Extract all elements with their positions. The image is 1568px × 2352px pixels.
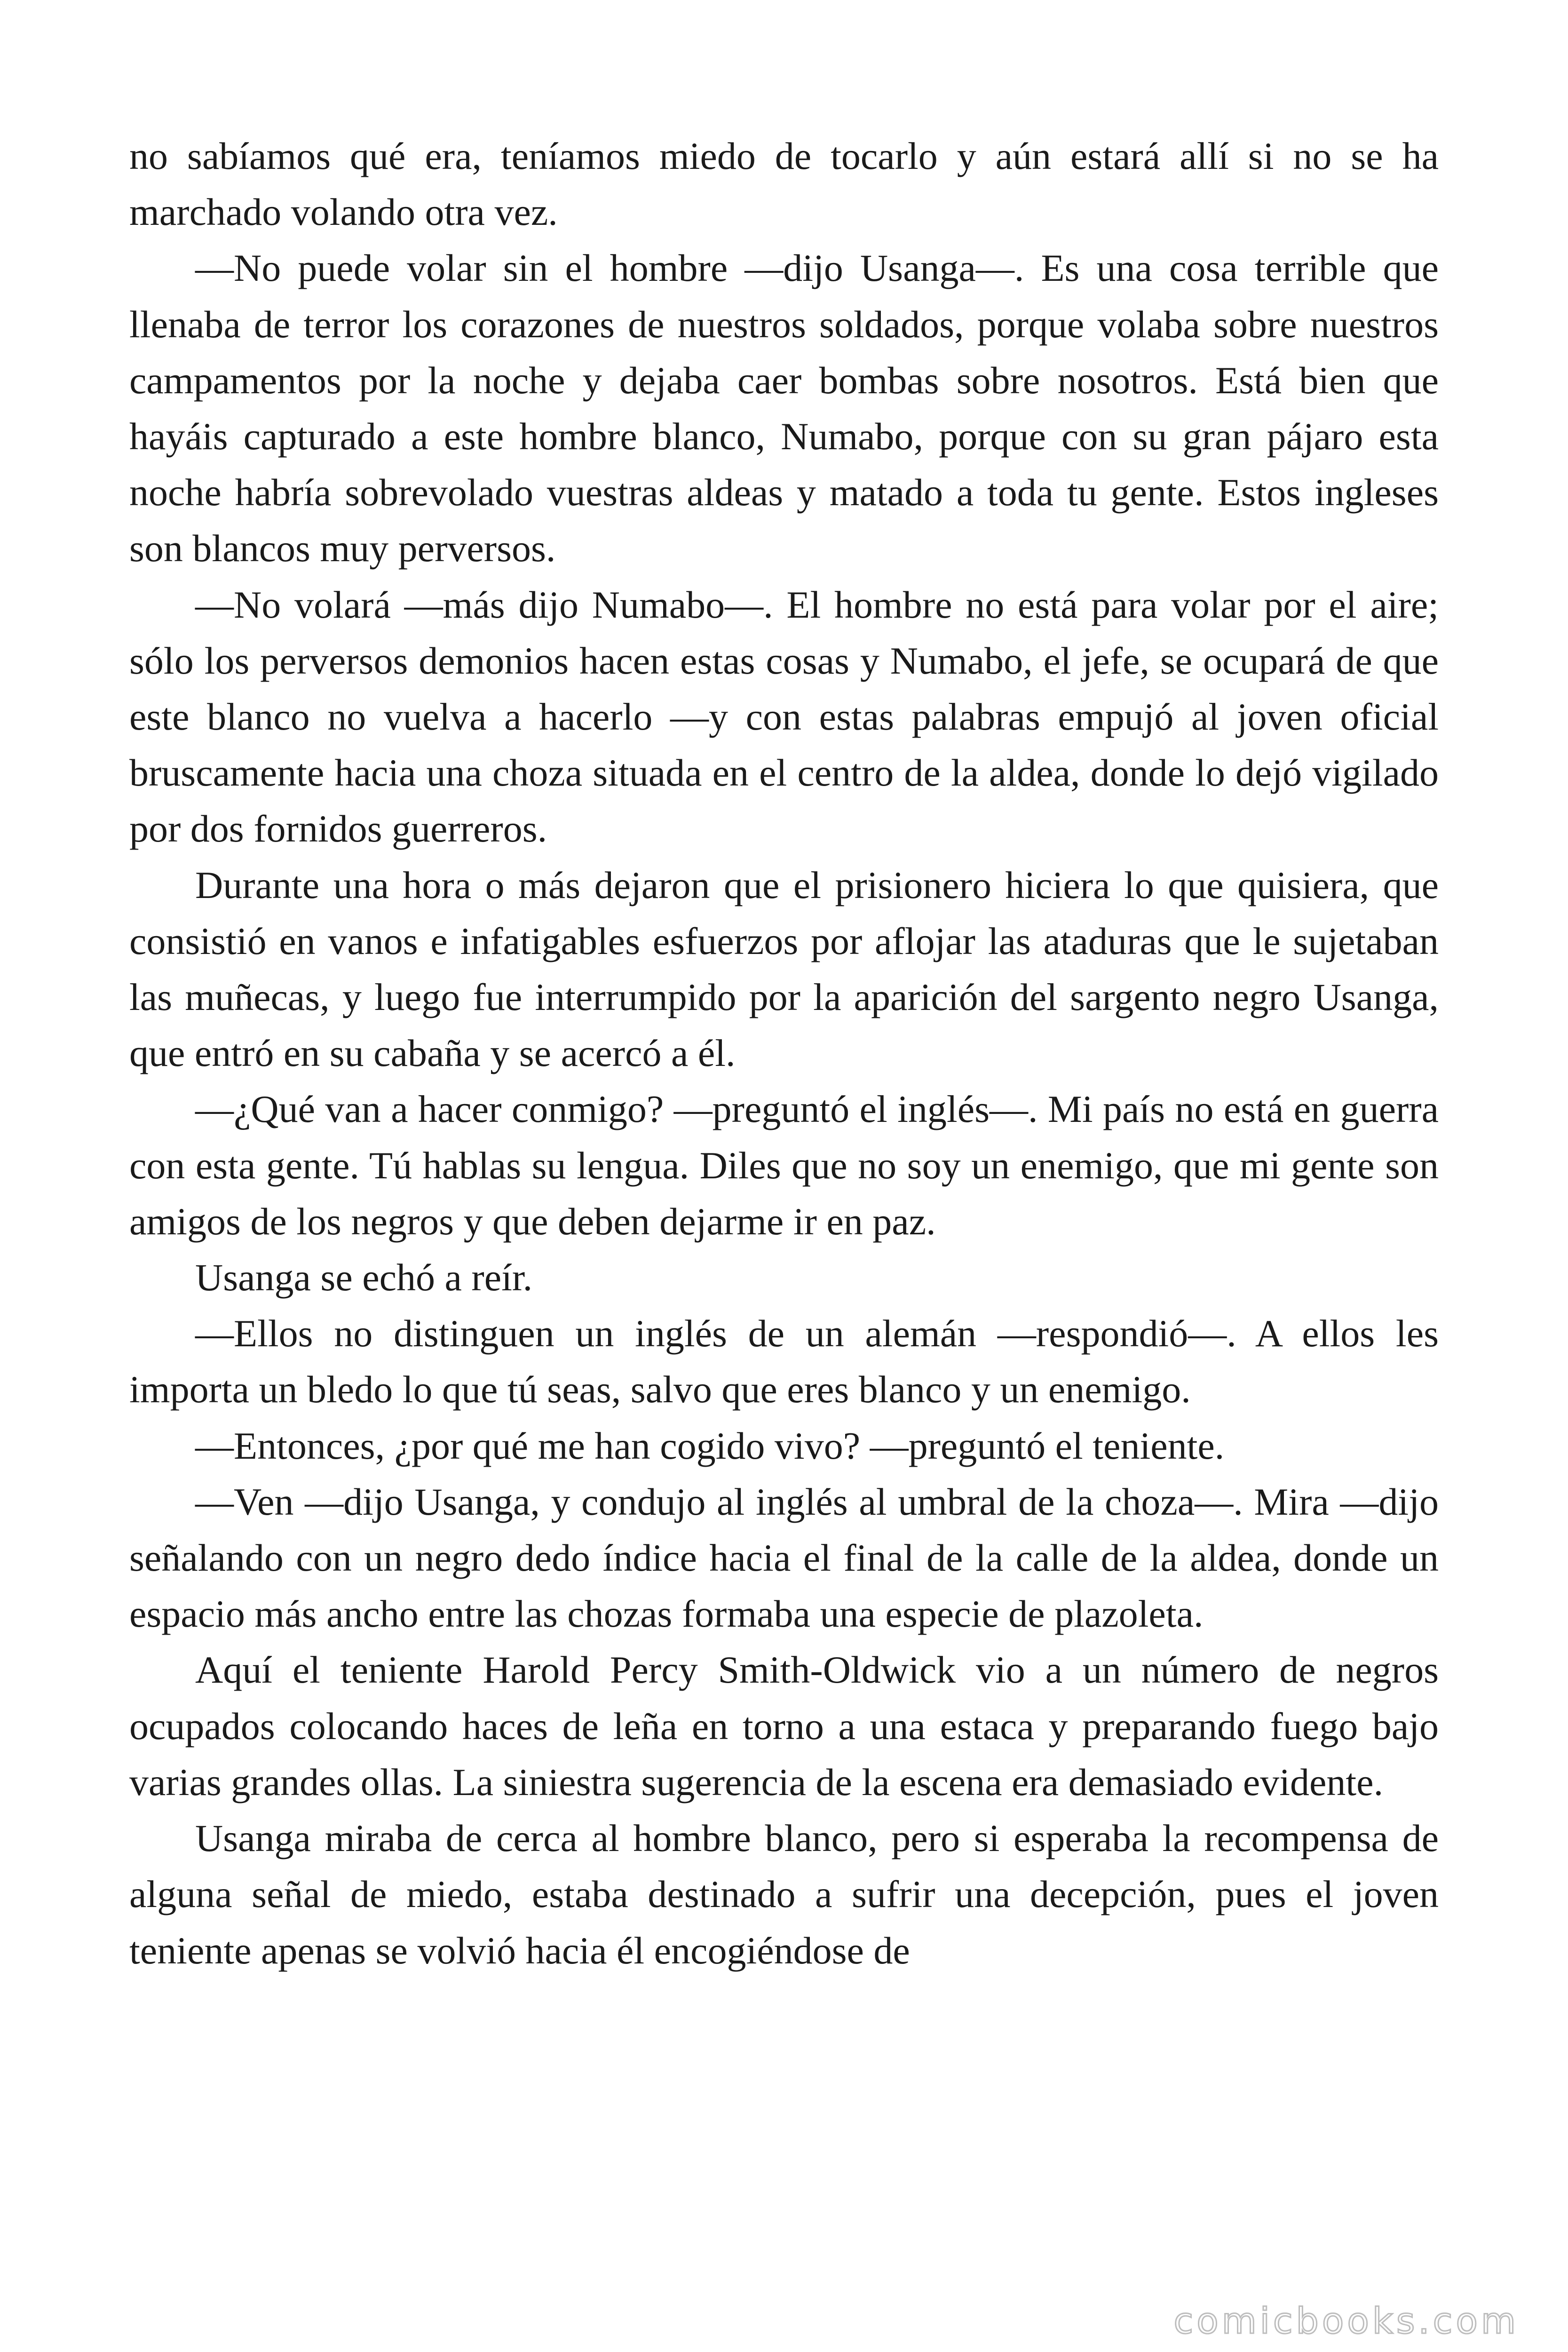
paragraph-usanga-laughs: Usanga se echó a reír. <box>195 1256 533 1299</box>
paragraph-lieutenant-sees: Aquí el teniente Harold Percy Smith-Oldwick vio a un número de negros ocupados colocando haces de leña en torno a una estaca y preparando fuego bajo varias grandes ollas. La siniestra sugerencia de la escena era demasiado evidente. <box>129 1648 1439 1804</box>
paragraph-numabo-reply: —No volará —más dijo Numabo—. El hombre no está para volar por el aire; sólo los perversos demonios hacen estas cosas y Numabo, el jefe, se ocupará de que este blanco no vuelva a hacerlo —y con estas palabras empujó al joven oficial bruscamente hacia una choza situada en el centro de la aldea, donde lo dejó vigilado por dos fornidos guerreros. <box>129 583 1439 850</box>
paragraph-they-dont-distinguish: —Ellos no distinguen un inglés de un alemán —respondió—. A ellos les importa un bledo lo que tú seas, salvo que eres blanco y un enemigo. <box>129 1312 1439 1411</box>
paragraph-prisoner-hour: Durante una hora o más dejaron que el prisionero hiciera lo que quisiera, que consistió en vanos e infatigables esfuerzos por aflojar las ataduras que le sujetaban las muñecas, y luego fue interrumpido por la aparición del sargento negro Usanga, que entró en su cabaña y se acercó a él. <box>129 863 1439 1075</box>
watermark-logo: comicbooks.com <box>1173 2300 1519 2342</box>
paragraph-come-look: —Ven —dijo Usanga, y condujo al inglés al umbral de la choza—. Mira —dijo señalando con un negro dedo índice hacia el final de la calle de la aldea, donde un espacio más ancho entre las chozas formaba una especie de plazoleta. <box>129 1480 1439 1636</box>
paragraph-why-alive: —Entonces, ¿por qué me han cogido vivo? —preguntó el teniente. <box>195 1424 1225 1467</box>
body-text <box>129 128 1439 1979</box>
paragraph-english-question: —¿Qué van a hacer conmigo? —preguntó el inglés—. Mi país no está en guerra con esta gente. Tú hablas su lengua. Diles que no soy un enemigo, que mi gente son amigos de los negros y que deben dejarme ir en paz. <box>129 1088 1439 1243</box>
paragraph-continuation: no sabíamos qué era, teníamos miedo de tocarlo y aún estará allí si no se ha marchado volando otra vez. <box>129 135 1439 234</box>
paragraph-usanga-bird: —No puede volar sin el hombre —dijo Usanga—. Es una cosa terrible que llenaba de terror los corazones de nuestros soldados, porque volaba sobre nuestros campamentos por la noche y dejaba caer bombas sobre nosotros. Está bien que hayáis capturado a este hombre blanco, Numabo, porque con su gran pájaro esta noche habría sobrevolado vuestras aldeas y matado a toda tu gente. Estos ingleses son blancos muy perversos. <box>129 246 1439 570</box>
paragraph-usanga-watches: Usanga miraba de cerca al hombre blanco, pero si esperaba la recompensa de alguna señal de miedo, estaba destinado a sufrir una decepción, pues el joven teniente apenas se volvió hacia él encogiéndose de <box>129 1817 1439 1972</box>
